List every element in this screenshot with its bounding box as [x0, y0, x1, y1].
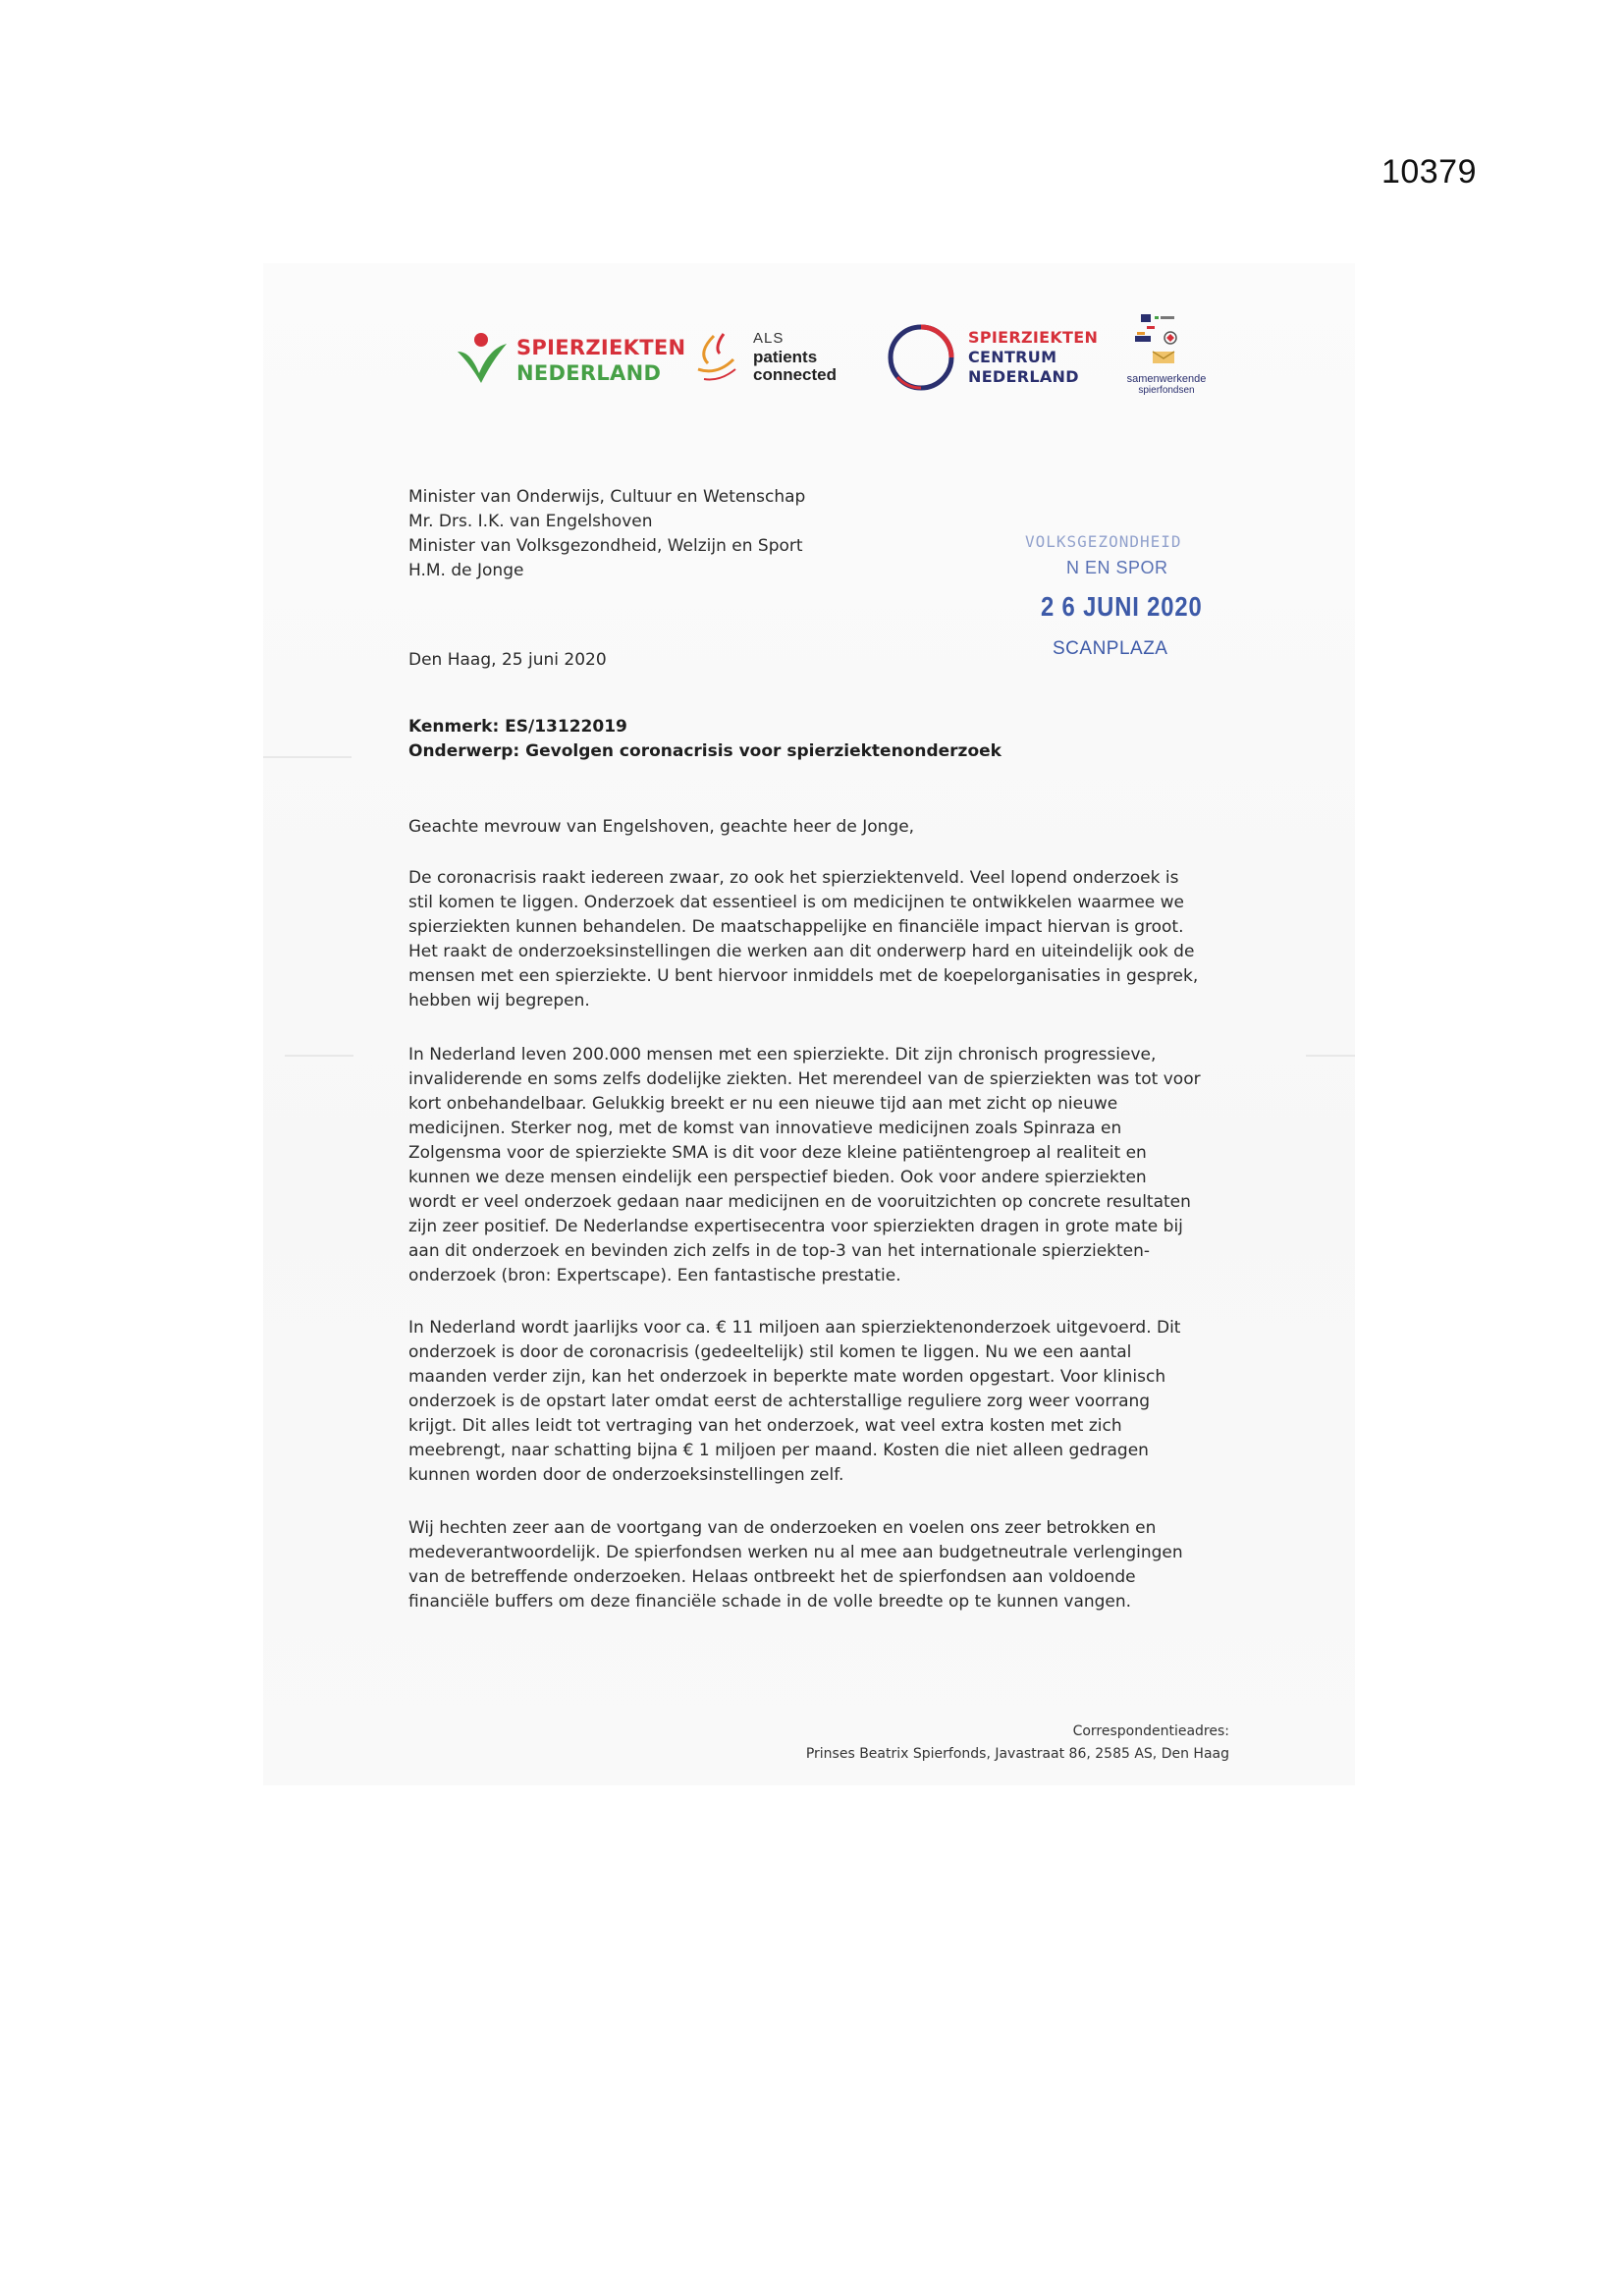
als-line3: connected: [753, 365, 838, 384]
paragraph-4: [408, 1516, 1204, 1614]
paragraph-line: krijgt. Dit alles leidt tot vertraging van het onderzoek, wat veel extra kosten met zich: [408, 1416, 1122, 1436]
paragraph-line: medicijnen. Sterker nog, met de komst van innovatieve medicijnen zoals Spinraza en: [408, 1119, 1122, 1138]
correspondence-label: Correspondentieadres:: [1072, 1723, 1229, 1739]
samenwerkende-spierfondsen-logo: [1113, 312, 1219, 410]
spierziekten-centrum-nederland-logo: [886, 318, 1111, 397]
recipient-address: [408, 485, 958, 583]
paragraph-line: In Nederland wordt jaarlijks voor ca. € 11 miljoen aan spierziektenonderzoek uitgevoerd. Dit: [408, 1318, 1181, 1338]
scn-ring-icon: [886, 322, 956, 393]
paragraph-line: maanden verder zijn, kan het onderzoek in beperkte mate worden opgestart. Voor klinisch: [408, 1367, 1166, 1387]
paragraph-3: [408, 1316, 1204, 1488]
letterhead-logos: [454, 316, 1219, 414]
paragraph-line: De coronacrisis raakt iedereen zwaar, zo ook het spierziektenveld. Veel lopend onderzoek is: [408, 868, 1179, 888]
salutation: Geachte mevrouw van Engelshoven, geachte heer de Jonge,: [408, 817, 915, 837]
paragraph-line: In Nederland leven 200.000 mensen met een spierziekte. Dit zijn chronisch progressieve,: [408, 1045, 1157, 1065]
stamp-line4: SCANPLAZA: [1053, 638, 1168, 659]
paragraph-line: van de betreffende onderzoeken. Helaas ontbreekt het de spierfondsen aan voldoende: [408, 1567, 1136, 1587]
paragraph-line: meebrengt, naar schatting bijna € 1 miljoen per maand. Kosten die niet alleen gedragen: [408, 1441, 1149, 1460]
address-line: Mr. Drs. I.K. van Engelshoven: [408, 512, 653, 531]
paragraph-line: financiële buffers om deze financiële schade in de volle breedte op te kunnen vangen.: [408, 1592, 1132, 1612]
paragraph-line: onderzoek (bron: Expertscape). Een fantastische prestatie.: [408, 1266, 901, 1285]
paragraph-line: invaliderende en soms zelfs dodelijke ziekten. Het merendeel van de spierziekten was tot voor: [408, 1069, 1201, 1089]
paragraph-line: onderzoek is de opstart later omdat eerst de achterstallige reguliere zorg weer voorrang: [408, 1392, 1151, 1411]
spierziekten-nederland-line1: SPIERZIEKTEN: [516, 336, 686, 359]
spierziekten-nederland-logo: [454, 324, 686, 393]
place-date: Den Haag, 25 juni 2020: [408, 650, 607, 670]
page-number: 10379: [1380, 153, 1477, 191]
paragraph-line: wordt er veel onderzoek gedaan naar medicijnen en de vooruitzichten op concrete resultaten: [408, 1192, 1191, 1212]
received-stamp: [998, 528, 1233, 666]
samenwerkende-line1: samenwerkende: [1126, 373, 1207, 385]
als-patients-connected-logo: [694, 328, 851, 393]
scan-artifact: [285, 1055, 353, 1057]
paragraph-line: kort onbehandelbaar. Gelukkig breekt er nu een nieuwe tijd aan met zicht op nieuwe: [408, 1094, 1118, 1114]
paragraph-2: [408, 1043, 1204, 1288]
paragraph-line: Het raakt de onderzoeksinstellingen die werken aan dit onderwerp hard en uiteindelijk ook de: [408, 942, 1195, 961]
paragraph-line: spierziekten kunnen behandelen. De maatschappelijke en financiële impact hiervan is groot.: [408, 917, 1184, 937]
paragraph-line: stil komen te liggen. Onderzoek dat essentieel is om medicijnen te ontwikkelen waarmee we: [408, 893, 1185, 912]
scn-line2: CENTRUM: [968, 348, 1057, 366]
kenmerk: Kenmerk: ES/13122019: [408, 717, 627, 737]
samenwerkende-line2: spierfondsen: [1138, 385, 1195, 396]
als-line2: patients: [753, 348, 818, 366]
spierfondsen-emblems-icon: [1127, 312, 1202, 369]
paragraph-line: kunnen worden door de onderzoeksinstellingen zelf.: [408, 1465, 844, 1485]
als-swirl-icon: [694, 330, 741, 387]
correspondence-address: [806, 1721, 1229, 1766]
paragraph-line: medeverantwoordelijk. De spierfondsen werken nu al mee aan budgetneutrale verlengingen: [408, 1543, 1183, 1562]
stamp-line1: VOLKSGEZONDHEID: [1025, 532, 1182, 551]
scn-line3: NEDERLAND: [968, 367, 1079, 386]
spierziekten-nederland-mark-icon: [454, 330, 509, 385]
als-line1: ALS: [753, 330, 785, 347]
paragraph-line: Zolgensma voor de spierziekte SMA is dit voor deze kleine patiëntengroep al realiteit en: [408, 1143, 1147, 1163]
paragraph-line: onderzoek is door de coronacrisis (gedeeltelijk) stil komen te liggen. Nu we een aantal: [408, 1342, 1132, 1362]
onderwerp: Onderwerp: Gevolgen coronacrisis voor spierziektenonderzoek: [408, 741, 1001, 761]
scan-artifact: [1306, 1055, 1355, 1057]
scn-line1: SPIERZIEKTEN: [968, 328, 1099, 347]
scan-artifact: [263, 756, 352, 758]
paragraph-line: hebben wij begrepen.: [408, 991, 590, 1011]
address-line: Minister van Volksgezondheid, Welzijn en Sport: [408, 536, 803, 556]
paragraph-line: mensen met een spierziekte. U bent hiervoor inmiddels met de koepelorganisaties in gesprek,: [408, 966, 1199, 986]
paragraph-line: zijn zeer positief. De Nederlandse expertisecentra voor spierziekten dragen in grote mate bij: [408, 1217, 1183, 1236]
stamp-date: 2 6 JUNI 2020: [1041, 591, 1203, 622]
spierziekten-nederland-line2: NEDERLAND: [516, 361, 662, 385]
address-line: H.M. de Jonge: [408, 561, 524, 580]
address-line: Minister van Onderwijs, Cultuur en Wetenschap: [408, 487, 806, 507]
paragraph-1: [408, 866, 1204, 1013]
paragraph-line: aan dit onderzoek en bevinden zich zelfs in de top-3 van het internationale spierziekten-: [408, 1241, 1151, 1261]
stamp-line2: N EN SPOR: [1066, 558, 1168, 577]
correspondence-value: Prinses Beatrix Spierfonds, Javastraat 86, 2585 AS, Den Haag: [805, 1746, 1229, 1762]
reference-block: [408, 715, 1194, 764]
paragraph-line: kunnen we deze mensen eindelijk een perspectief bieden. Ook voor andere spierziekten: [408, 1168, 1147, 1187]
paragraph-line: Wij hechten zeer aan de voortgang van de onderzoeken en voelen ons zeer betrokken en: [408, 1518, 1157, 1538]
